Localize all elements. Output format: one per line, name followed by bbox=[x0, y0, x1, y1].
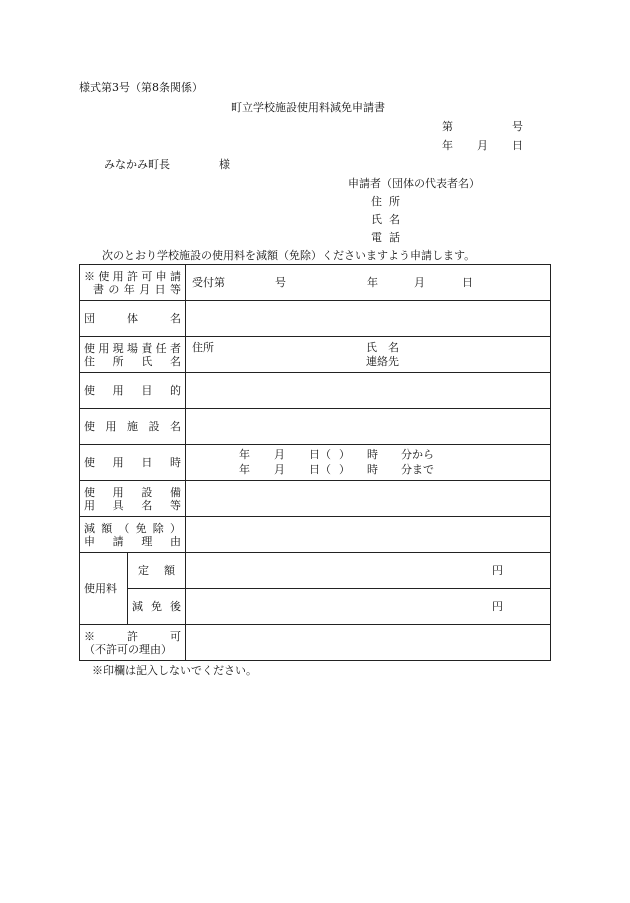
row-facility bbox=[80, 409, 551, 445]
applicant-phone-label: 電話 bbox=[371, 231, 407, 244]
intro-text: 次のとおり学校施設の使用料を減額（免除）くださいますよう申請します。 bbox=[102, 249, 476, 262]
site-manager-field[interactable] bbox=[186, 337, 551, 373]
purpose-field[interactable] bbox=[186, 373, 551, 409]
reason-field[interactable] bbox=[186, 517, 551, 553]
row-group-name bbox=[80, 301, 551, 337]
label-reason: 減額（免除） 申請理由 bbox=[80, 517, 186, 553]
row-fee-standard bbox=[80, 553, 551, 589]
group-name-field[interactable] bbox=[186, 301, 551, 337]
facility-field[interactable] bbox=[186, 409, 551, 445]
row-equipment bbox=[80, 481, 551, 517]
document-title: 町立学校施設使用料減免申請書 bbox=[231, 101, 385, 114]
application-table bbox=[79, 264, 551, 661]
applicant-label: 申請者（団体の代表者名） bbox=[348, 177, 480, 190]
addressee: みなかみ町長 bbox=[104, 158, 170, 171]
label-equipment: 使用設備 用具名等 bbox=[80, 481, 186, 517]
date-day: 日 bbox=[512, 139, 523, 152]
manager-address-label: 住所 bbox=[192, 341, 214, 354]
applicant-name-label: 氏名 bbox=[371, 213, 407, 226]
equipment-field[interactable] bbox=[186, 481, 551, 517]
document-number-suffix: 号 bbox=[512, 120, 523, 133]
label-fee-standard: 定額 bbox=[128, 553, 186, 589]
label-permission: ※許可 （不許可の理由） bbox=[80, 625, 186, 661]
row-permission bbox=[80, 625, 551, 661]
label-fee-reduced: 減免後 bbox=[128, 589, 186, 625]
row-reason bbox=[80, 517, 551, 553]
form-number: 様式第3号（第8条関係） bbox=[79, 81, 203, 94]
permission-field bbox=[186, 625, 551, 661]
row-application-date bbox=[80, 265, 551, 301]
addressee-suffix: 様 bbox=[219, 158, 230, 171]
app-month: 月 bbox=[414, 276, 425, 289]
app-year: 年 bbox=[367, 276, 378, 289]
row-purpose bbox=[80, 373, 551, 409]
row-fee-reduced bbox=[80, 589, 551, 625]
label-datetime: 使用日時 bbox=[80, 445, 186, 481]
document-number-prefix: 第 bbox=[442, 120, 453, 133]
label-group-name: 団体名 bbox=[80, 301, 186, 337]
label-fee: 使用料 bbox=[80, 553, 128, 625]
receipt-prefix: 受付第 bbox=[192, 276, 225, 289]
row-datetime bbox=[80, 445, 551, 481]
applicant-address-label: 住所 bbox=[371, 195, 407, 208]
app-day: 日 bbox=[462, 276, 473, 289]
label-application-date: ※使用許可申請 書の年月日等 bbox=[80, 265, 186, 301]
receipt-go: 号 bbox=[275, 276, 286, 289]
manager-name-label: 氏 名 bbox=[366, 341, 399, 354]
fee-reduced-field[interactable] bbox=[186, 589, 551, 625]
footnote: ※印欄は記入しないでください。 bbox=[92, 664, 257, 677]
label-site-manager: 使用現場責任者 住所氏名 bbox=[80, 337, 186, 373]
application-date-field[interactable] bbox=[186, 265, 551, 301]
date-month: 月 bbox=[477, 139, 488, 152]
label-facility: 使用施設名 bbox=[80, 409, 186, 445]
row-site-manager bbox=[80, 337, 551, 373]
manager-contact-label: 連絡先 bbox=[366, 355, 399, 368]
datetime-field[interactable]: 年 月 日（ ） 時 分から 年 月 日（ ） 時 分まで bbox=[186, 445, 551, 481]
fee-standard-field[interactable] bbox=[186, 553, 551, 589]
fee-reduced-unit: 円 bbox=[492, 600, 503, 613]
label-purpose: 使用目的 bbox=[80, 373, 186, 409]
date-year: 年 bbox=[442, 139, 453, 152]
fee-standard-unit: 円 bbox=[492, 564, 503, 577]
